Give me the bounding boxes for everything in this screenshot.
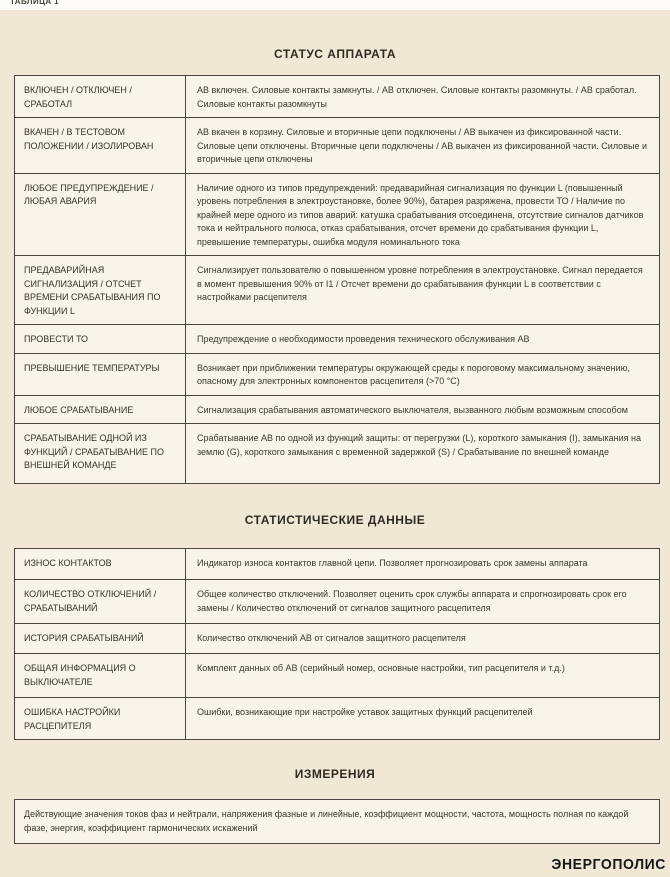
- row-label: ВКАЧЕН / В ТЕСТОВОМ ПОЛОЖЕНИИ / ИЗОЛИРОВАН: [15, 118, 186, 173]
- table-row: [15, 76, 659, 118]
- row-description: Возникает при приближении температуры окружающей среды к пороговому максимальному значению, опасному для электронных компонентов расцепителя (>70 °C): [197, 362, 630, 386]
- row-description: Ошибки, возникающие при настройке уставок защитных функций расцепителей: [197, 707, 533, 717]
- row-description: Сигнализирует пользователю о повышенном уровне потребления в электроустановке. Сигнал передается в момент превышения 90% от I1 / Отсчет времени до срабатывания функции L в соответствии с настройками расцепителя: [197, 265, 643, 302]
- row-label: ИСТОРИЯ СРАБАТЫВАНИЙ: [15, 624, 186, 653]
- page-top-strip: [0, 0, 670, 10]
- row-description: Количество отключений АВ от сигналов защитного расцепителя: [197, 633, 466, 643]
- row-description: Срабатывание АВ по одной из функций защиты: от перегрузки (L), короткого замыкания (I), замыкания на землю (G), короткого замыкания с временной задержкой (S) / Срабатывание по внешней команде: [197, 433, 642, 457]
- row-description: Предупреждение о необходимости проведения технического обслуживания АВ: [197, 334, 530, 344]
- table-row: [15, 424, 659, 483]
- row-label: ПРЕВЫШЕНИЕ ТЕМПЕРАТУРЫ: [15, 354, 186, 395]
- row-description: Сигнализация срабатывания автоматического выключателя, вызванного любым возможным способом: [197, 404, 628, 415]
- row-label: КОЛИЧЕСТВО ОТКЛЮЧЕНИЙ / СРАБАТЫВАНИЙ: [15, 580, 186, 623]
- table-row: [15, 654, 659, 698]
- statistics-table: [14, 548, 660, 740]
- table-caption: ТАБЛИЦА 1: [10, 0, 59, 6]
- row-label: ОШИБКА НАСТРОЙКИ РАСЦЕПИТЕЛЯ: [15, 698, 186, 739]
- table-row: [15, 698, 659, 739]
- row-label: ЛЮБОЕ ПРЕДУПРЕЖДЕНИЕ / ЛЮБАЯ АВАРИЯ: [15, 174, 186, 256]
- row-description: Индикатор износа контактов главной цепи. Позволяет прогнозировать срок замены аппарата: [197, 558, 588, 568]
- table-row: [15, 580, 659, 624]
- row-label: ПРОВЕСТИ ТО: [15, 325, 186, 353]
- row-description: Наличие одного из типов предупреждений: предаварийная сигнализация по функции L (повышенный уровень потребления в электроустановке, более 90%), батарея разряжена, провести ТО / Наличие по крайней мере одного из типов аварий: катушка срабатывания отсоединена, отсутствие сигналов датчиков тока и нейтрального полюса, отказ срабатывания, отсчет времени до срабатывания функции L, превышение температуры, ошибка модуля номинального тока: [197, 182, 644, 247]
- table-row: [15, 325, 659, 354]
- row-label: ЛЮБОЕ СРАБАТЫВАНИЕ: [15, 396, 186, 424]
- row-description: Общее количество отключений. Позволяет оценить срок службы аппарата и спрогнозировать срок его замены / Количество отключений от сигналов защитного расцепителя: [197, 589, 627, 613]
- table-row: [15, 118, 659, 174]
- table-row: [15, 549, 659, 580]
- status-table: [14, 75, 660, 484]
- table-row: [15, 174, 659, 257]
- row-label: ПРЕДАВАРИЙНАЯ СИГНАЛИЗАЦИЯ / ОТСЧЕТ ВРЕМЕНИ СРАБАТЫВАНИЯ ПО ФУНКЦИИ L: [15, 256, 186, 324]
- table-row: [15, 624, 659, 654]
- table-row: [15, 396, 659, 425]
- row-label: СРАБАТЫВАНИЕ ОДНОЙ ИЗ ФУНКЦИЙ / СРАБАТЫВАНИЕ ПО ВНЕШНЕЙ КОМАНДЕ: [15, 424, 186, 483]
- page-footer: [0, 856, 670, 874]
- row-description: АВ включен. Силовые контакты замкнуты. / АВ отключен. Силовые контакты разомкнуты. / АВ сработал. Силовые контакты разомкнуты: [197, 85, 637, 109]
- row-label: ИЗНОС КОНТАКТОВ: [15, 549, 186, 579]
- row-label: ВКЛЮЧЕН / ОТКЛЮЧЕН / СРАБОТАЛ: [15, 76, 186, 117]
- row-description: АВ вкачен в корзину. Силовые и вторичные цепи подключены / АВ выкачен из фиксированной части. Силовые цепи отключены. Вторичные цепи подключены / АВ выкачен из фиксированной части. Силовые и вторичные цепи отключены: [197, 127, 647, 164]
- section-title-measurements: ИЗМЕРЕНИЯ: [294, 767, 376, 781]
- section-title-status: СТАТУС АППАРАТА: [274, 47, 396, 61]
- row-description: Комплект данных об АВ (серийный номер, основные настройки, тип расцепителя и т.д.): [197, 663, 565, 673]
- table-row: [15, 354, 659, 396]
- row-label: ОБЩАЯ ИНФОРМАЦИЯ О ВЫКЛЮЧАТЕЛЕ: [15, 654, 186, 697]
- table-row: [15, 256, 659, 325]
- energopolis-logo: ЭНЕРГОПОЛИС: [551, 855, 666, 873]
- section-title-statistics: СТАТИСТИЧЕСКИЕ ДАННЫЕ: [244, 513, 426, 527]
- measurements-box: Действующие значения токов фаз и нейтрали, напряжения фазные и линейные, коэффициент мощности, частота, мощность полная по каждой фазе, энергия, коэффициент гармонических искажений: [14, 799, 660, 844]
